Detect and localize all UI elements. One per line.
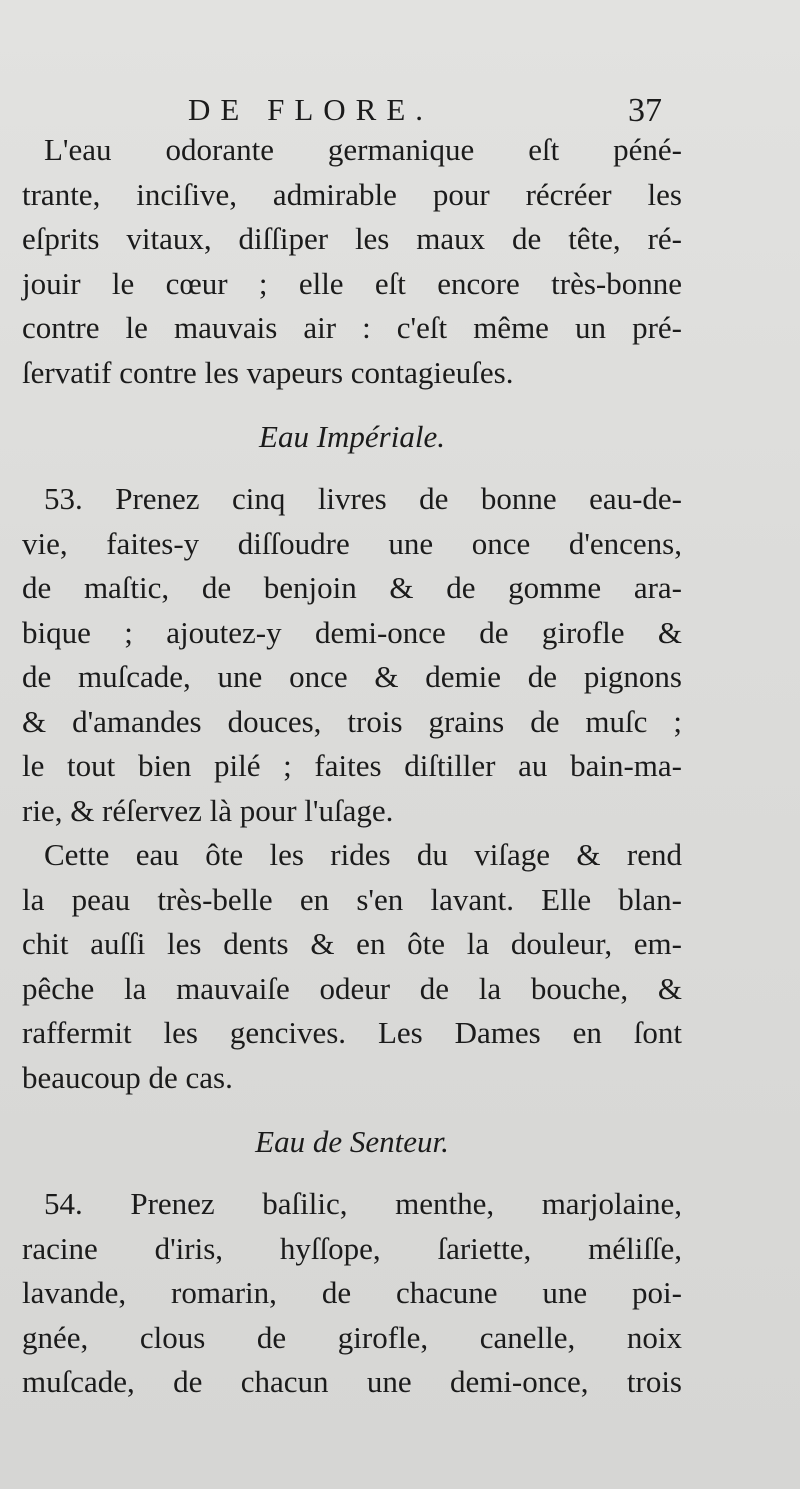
text-line: beaucoup de cas. bbox=[22, 1059, 233, 1095]
text-line: eſprits vitaux, diſſiper les maux de tête, ré- bbox=[22, 221, 682, 256]
text-line: le tout bien pilé ; faites diſtiller au bain-ma- bbox=[22, 748, 682, 783]
text-line: ſervatif contre les vapeurs contagieuſes. bbox=[22, 354, 514, 390]
text-line: racine d'iris, hyſſope, ſariette, méliſſe, bbox=[22, 1230, 682, 1266]
text-line: muſcade, de chacun une demi-once, trois bbox=[22, 1364, 682, 1399]
text-line: jouir le cœur ; elle eſt encore très-bonne bbox=[22, 265, 682, 301]
text-line: contre le mauvais air : c'eſt même un pré- bbox=[22, 310, 682, 345]
text-line: lavande, romarin, de chacune une poi- bbox=[22, 1275, 682, 1310]
text-line: 53. Prenez cinq livres de bonne eau-de- bbox=[44, 481, 682, 516]
section-heading-eau-de-senteur: Eau de Senteur. bbox=[255, 1124, 449, 1159]
section-heading-eau-imperiale: Eau Impériale. bbox=[259, 419, 445, 454]
text-line: rie, & réſervez là pour l'uſage. bbox=[22, 792, 394, 828]
page-header bbox=[0, 92, 800, 132]
paragraph-recipe-53 bbox=[22, 477, 682, 833]
text-line: gnée, clous de girofle, canelle, noix bbox=[22, 1319, 682, 1355]
text-line: vie, faites-y diſſoudre une once d'encens, bbox=[22, 525, 682, 561]
text-line: trante, inciſive, admirable pour récréer les bbox=[22, 176, 682, 212]
text-line: raffermit les gencives. Les Dames en ſont bbox=[22, 1015, 682, 1050]
text-line: Cette eau ôte les rides du viſage & rend bbox=[44, 837, 682, 872]
text-line: de maſtic, de benjoin & de gomme ara- bbox=[22, 570, 682, 605]
paragraph-eau-odorante-germanique bbox=[22, 128, 682, 395]
running-title: DE FLORE. bbox=[188, 92, 433, 127]
text-line: chit auſſi les dents & en ôte la douleur, em- bbox=[22, 926, 682, 961]
text-line: la peau très-belle en s'en lavant. Elle blan- bbox=[22, 881, 682, 917]
text-line: bique ; ajoutez-y demi-once de girofle & bbox=[22, 614, 682, 650]
paragraph-recipe-54 bbox=[22, 1182, 682, 1405]
paragraph-eau-effects bbox=[22, 833, 682, 1100]
body-text bbox=[22, 128, 682, 1405]
page-number: 37 bbox=[628, 92, 662, 129]
text-line: L'eau odorante germanique eſt péné- bbox=[44, 132, 682, 167]
text-line: & d'amandes douces, trois grains de muſc ; bbox=[22, 703, 682, 739]
text-line: 54. Prenez baſilic, menthe, marjolaine, bbox=[44, 1186, 682, 1221]
text-line: pêche la mauvaiſe odeur de la bouche, & bbox=[22, 970, 682, 1006]
text-line: de muſcade, une once & demie de pignons bbox=[22, 659, 682, 694]
